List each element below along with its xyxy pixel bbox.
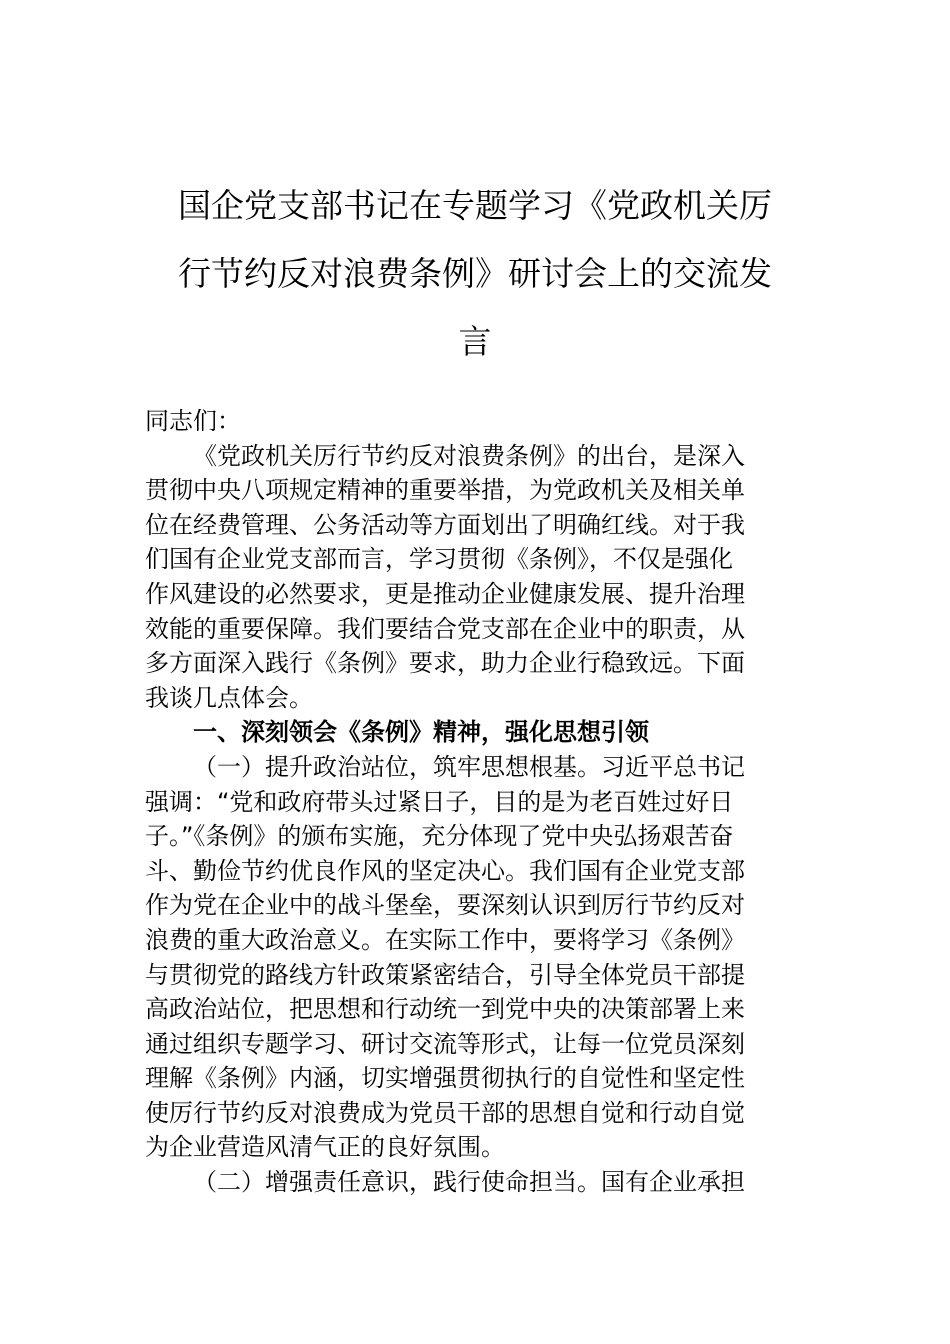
paragraph-line: 作为党在企业中的战斗堡垒，要深刻认识到厉行节约反对	[145, 891, 745, 920]
paragraph-line: 我谈几点体会。	[145, 683, 313, 712]
title-line: 行节约反对浪费条例》研讨会上的交流发	[178, 254, 772, 293]
paragraph-line: 强调：“党和政府带头过紧日子，目的是为老百姓过好日	[145, 787, 734, 816]
paragraph-line: 理解《条例》内涵，切实增强贯彻执行的自觉性和坚定性	[145, 1064, 745, 1093]
paragraph-line: 《党政机关厉行节约反对浪费条例》的出台，是深入	[193, 441, 745, 470]
section-heading: 一、深刻领会《条例》精神，强化思想引领	[193, 718, 649, 747]
paragraph-line: 们国有企业党支部而言，学习贯彻《条例》，不仅是强化	[145, 545, 733, 574]
paragraph-line: 通过组织专题学习、研讨交流等形式，让每一位党员深刻	[145, 1029, 745, 1058]
paragraph-line: 子。”《条例》的颁布实施，充分体现了党中央弘扬艰苦奋	[145, 822, 734, 851]
document-title	[145, 172, 805, 376]
salutation: 同志们：	[145, 407, 241, 435]
title-line: 国企党支部书记在专题学习《党政机关厉	[178, 186, 772, 225]
paragraph-line: 浪费的重大政治意义。在实际工作中，要将学习《条例》	[145, 925, 745, 954]
paragraph-line: （二）增强责任意识，践行使命担当。国有企业承担	[193, 1168, 745, 1197]
paragraph-line: 与贯彻党的路线方针政策紧密结合，引导全体党员干部提	[145, 960, 745, 989]
paragraph-line: 贯彻中央八项规定精神的重要举措，为党政机关及相关单	[145, 476, 745, 505]
paragraph-line: 效能的重要保障。我们要结合党支部在企业中的职责，从	[145, 614, 745, 643]
document-body	[145, 404, 807, 1200]
paragraph-line: 高政治站位，把思想和行动统一到党中央的决策部署上来	[145, 995, 745, 1024]
paragraph-line: 作风建设的必然要求，更是推动企业健康发展、提升治理	[145, 579, 745, 608]
paragraph-line: 使厉行节约反对浪费成为党员干部的思想自觉和行动自觉	[145, 1098, 745, 1127]
title-line: 言	[458, 322, 492, 361]
paragraph-line: 位在经费管理、公务活动等方面划出了明确红线。对于我	[145, 510, 745, 539]
paragraph-line: 多方面深入践行《条例》要求，助力企业行稳致远。下面	[145, 649, 745, 678]
paragraph-line: 斗、勤俭节约优良作风的坚定决心。我们国有企业党支部	[145, 856, 745, 885]
paragraph-line: （一）提升政治站位，筑牢思想根基。习近平总书记	[193, 752, 745, 781]
paragraph-line: 为企业营造风清气正的良好氛围。	[145, 1133, 505, 1162]
